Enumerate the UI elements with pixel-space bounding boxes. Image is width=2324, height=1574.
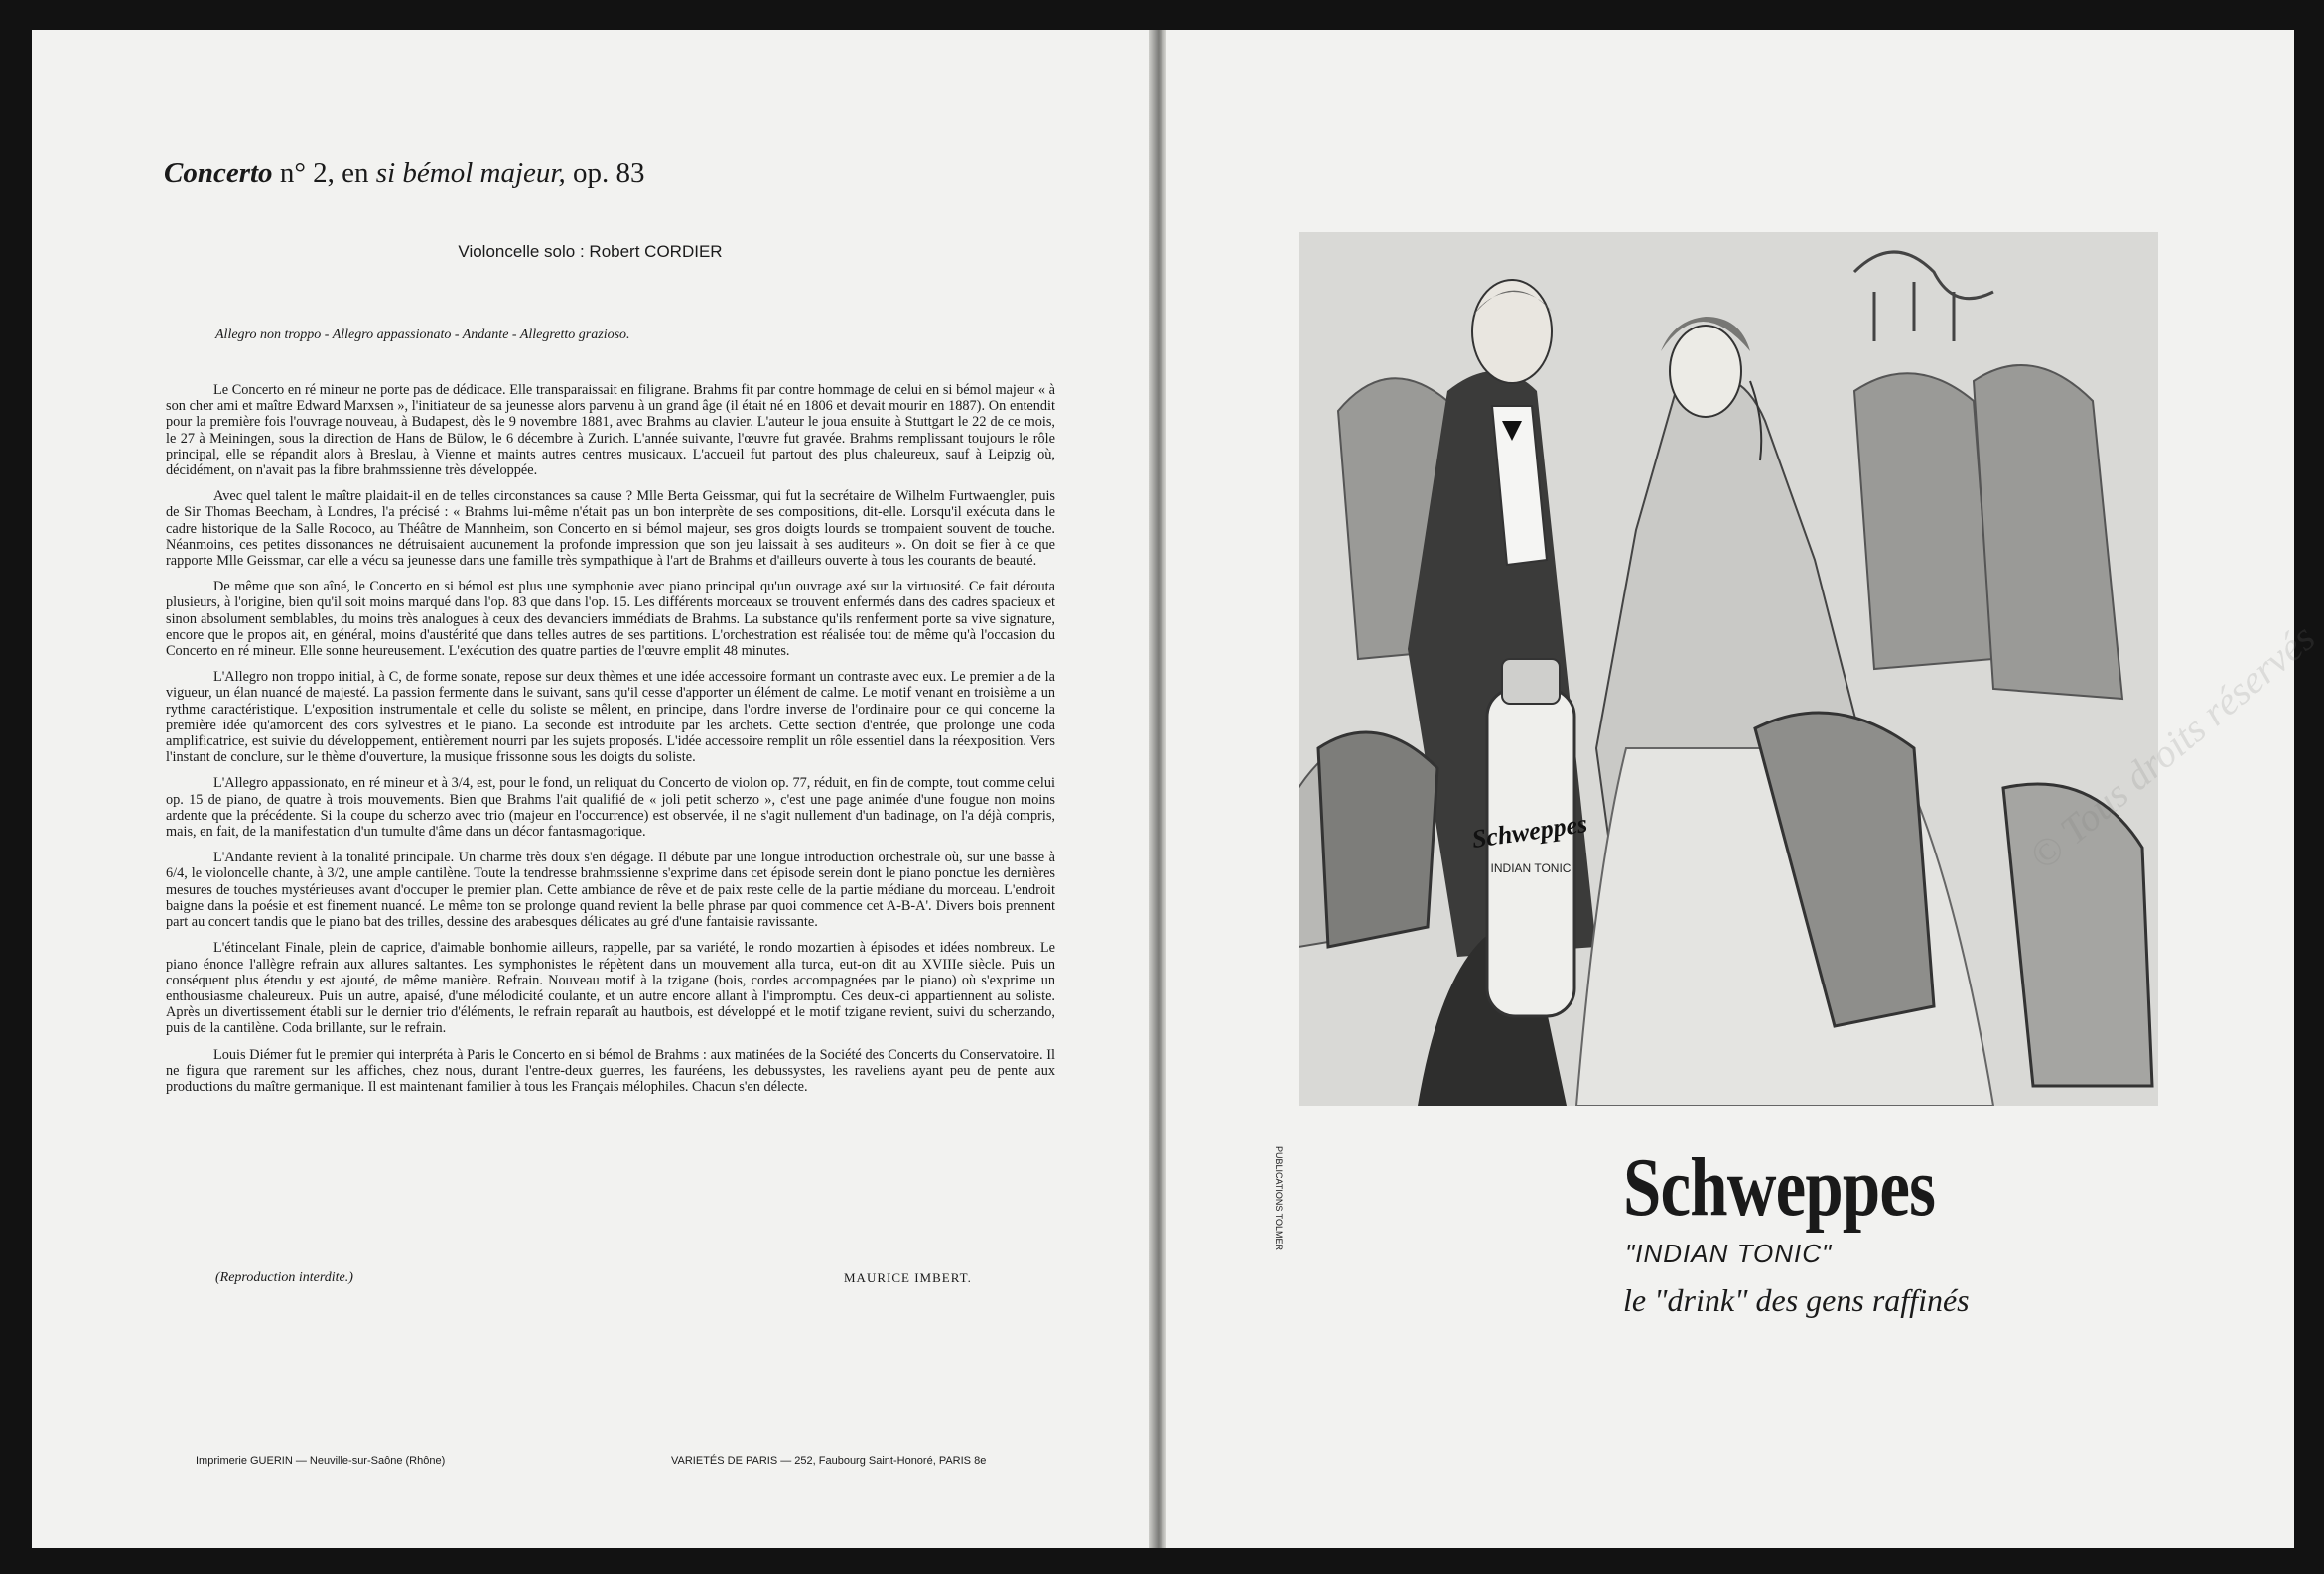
ad-tagline: le "drink" des gens raffinés	[1623, 1282, 1970, 1318]
paragraph-6: L'Andante revient à la tonalité principale. Un charme très doux s'en dégage. Il débute par une longue introduction orchestrale où, sur une basse à 6/4, le violoncelle chante, à 3/2, une ample cantilène. Toute la tendresse brahmssienne s'exprime dans cet épisode serein dont le piano ponctue les dernières mesures de touches mystérieuses avant d'occuper le premier plan. Cette ambiance de rêve et de paix reste celle de la partie médiane du morceau. L'endroit baigne dans la poésie et est finement nuancé. Le même ton se prolonge quand revient la belle phrase par quoi commence cet A-B-A'. Divers bois prennent part au concert tandis que le piano bat des trilles, dessine des arabesques délicates au gré d'une fantaisie ravissante.	[166, 850, 1055, 931]
paragraph-2: Avec quel talent le maître plaidait-il en de telles circonstances sa cause ? Mlle Berta Geissmar, qui fut la secrétaire de Wilhelm Furtwaengler, puis de Sir Thomas Beecham, à Londres, l'a précisé : « Brahms lui-même n'était pas un bon interprète de ses compositions, dit-elle. Lorsqu'il exécuta dans le cadre historique de la Salle Rococo, au Théâtre de Mannheim, son Concerto en si bémol majeur, ses gros doigts lourds se trompaient souvent de touche. Néanmoins, ces petites dissonances ne détruisaient aucunement la profonde impression que son jeu laissait à ses auditeurs ». On doit se fier à ce que rapporte Mlle Geissmar, car elle a vécu sa jeunesse dans une famille très sympathique à l'art de Brahms et d'ailleurs ouverte à tous les courants de beauté.	[166, 488, 1055, 570]
theatre-footer: VARIETÉS DE PARIS — 252, Faubourg Saint-Honoré, PARIS 8e	[671, 1455, 987, 1467]
indian-tonic-line: "INDIAN TONIC"	[1625, 1239, 1833, 1268]
author-signature: MAURICE IMBERT.	[844, 1270, 972, 1285]
page-gutter	[1149, 30, 1166, 1548]
paragraph-4: L'Allegro non troppo initial, à C, de forme sonate, repose sur deux thèmes et une idée accessoire formant un contraste avec eux. Le premier a de la vigueur, un élan nuancé de majesté. La passion fermente dans le suivant, sans qu'il cesse d'apporter un élément de calme. Le motif venant en troisième a un rythme caractéristique. L'exposition instrumentale et celle du soliste se mêlent, en principe, dans l'ordre inverse de l'ordinaire pour ce qui concerne la première idée qu'amorcent des cors sylvestres et le piano. La seconde est introduite par les archets. Cette section d'entrée, que prolonge une coda amplificatrice, est suivie du développement, entièrement nourri par les sujets proposés. L'idée accessoire remplit un rôle essentiel dans la réexposition. Vers l'instant de conclure, sur le thème d'ouverture, la musique frissonne sous les doigts du soliste.	[166, 669, 1055, 766]
left-page	[32, 30, 1149, 1548]
title-key: si bémol majeur,	[375, 157, 566, 189]
title-number: n° 2, en	[279, 157, 369, 189]
title-opus: op. 83	[572, 157, 645, 189]
ad-credit: PUBLICATIONS TOLMER	[1274, 1146, 1284, 1251]
bottle-sublabel: INDIAN TONIC	[1490, 861, 1572, 875]
concerto-title	[164, 157, 644, 190]
copyright-watermark: © Tous droits réservés	[2020, 614, 2324, 879]
paragraph-5: L'Allegro appassionato, en ré mineur et à 3/4, est, pour le fond, un reliquat du Concerto de violon op. 77, réduit, en fin de compte, tout comme celui op. 15 de piano, de quatre à trois mouvements. Bien que Brahms l'ait qualifié de « joli petit scherzo », c'est une page animée d'une fougue non moins ardente que la précédente. Si la coupe du scherzo avec trio (majeur en l'occurrence) est observée, il ne s'agit nullement d'un badinage, on l'a déjà compris, mais, en fait, de la manifestation d'un tumulte d'âme dans un décor fantasmagorique.	[166, 775, 1055, 841]
bottle-label: Schweppes	[1469, 809, 1589, 854]
paragraph-1: Le Concerto en ré mineur ne porte pas de dédicace. Elle transparaissait en filigrane. Brahms fit par contre hommage de celui en si bémol majeur « à son cher ami et maître Edward Marxsen », l'initiateur de sa jeunesse alors parvenu à un grand âge (il était né en 1806 et devait mourir en 1887). On entendit pour la première fois l'ouvrage nouveau, à Budapest, dès le 9 novembre 1881, avec Brahms au clavier. L'auteur le joua ensuite à Stuttgart le 22 de ce mois, le 27 à Meiningen, sous la direction de Hans de Bülow, le 6 décembre à Zurich. L'année suivante, l'œuvre fut gravée. Brahms remplissant toujours le rôle principal, elle se répandit alors à Breslau, à Vienne et maints autres centres musicaux. L'accueil fut partout des plus chaleureux, sauf à Leipzig où, décidément, on n'avait pas la fibre brahmssienne très développée.	[166, 382, 1055, 479]
movements-line: Allegro non troppo - Allegro appassionato - Andante - Allegretto grazioso.	[215, 328, 630, 342]
right-page	[1166, 30, 2324, 1548]
printer-footer: Imprimerie GUERIN — Neuville-sur-Saône (Rhône)	[196, 1455, 446, 1467]
reproduction-note: (Reproduction interdite.)	[215, 1270, 353, 1285]
soloist-line: Violoncelle solo : Robert CORDIER	[458, 242, 723, 261]
paragraph-8: Louis Diémer fut le premier qui interpréta à Paris le Concerto en si bémol de Brahms : aux matinées de la Société des Concerts du Conservatoire. Il ne figura que rarement sur les affiches, chez nous, durant l'entre-deux guerres, les fauréens, les debussystes, les raveliens ayant peu de pente aux productions du maître germanique. Il est maintenant familier à tous les Français mélophiles. Chacun s'en délecte.	[166, 1046, 1055, 1095]
title-word: Concerto	[164, 157, 273, 189]
ballroom-illustration	[1299, 232, 2158, 1106]
paragraph-7: L'étincelant Finale, plein de caprice, d'aimable bonhomie ailleurs, rappelle, par sa variété, le rondo mozartien à épisodes et idées nombreux. Le piano énonce l'allègre refrain aux allures saltantes. Les symphonistes le répètent dans un mouvement alla turca, eut-on dit au XVIIIe siècle. Puis un conséquent plus étendu y est ajouté, de même manière. Refrain. Nouveau motif à la tzigane (bois, cordes accompagnées par le piano) où s'exprime un enthousiasme chaleureux. Puis un autre, apaisé, d'une mélodicité coulante, et un autre encore allant à l'impromptu. Ces deux-ci appartiennent au soliste. Après un divertissement établi sur le dernier trio d'éléments, le refrain reparaît au hautbois, est développé et le motif tzigane revient, suivi du scherzando, puis de la cantilène. Coda brillante, sur le refrain.	[166, 940, 1055, 1037]
paragraph-3: De même que son aîné, le Concerto en si bémol est plus une symphonie avec piano principal qu'un ouvrage axé sur la virtuosité. Ce fait dérouta plusieurs, à l'origine, bien qu'il soit moins marqué dans l'op. 83 que dans l'op. 15. Les différents morceaux se trouvent enfermés dans des cadres spacieux et sinon absolument semblables, du moins très analogues à ceux des devanciers immédiats de Brahms. La substance qu'ils renferment porte sa vive signature, encore que le propos ait, en général, moins d'austérité que dans telles autres de ses partitions. L'orchestration est réalisée tout de même qu'à l'occasion du Concerto en ré mineur. Elle sonne heureusement. L'exécution des quatre parties de l'œuvre emplit 48 minutes.	[166, 579, 1055, 660]
schweppes-logo: Schweppes	[1623, 1141, 1936, 1234]
program-notes	[166, 382, 1055, 1105]
